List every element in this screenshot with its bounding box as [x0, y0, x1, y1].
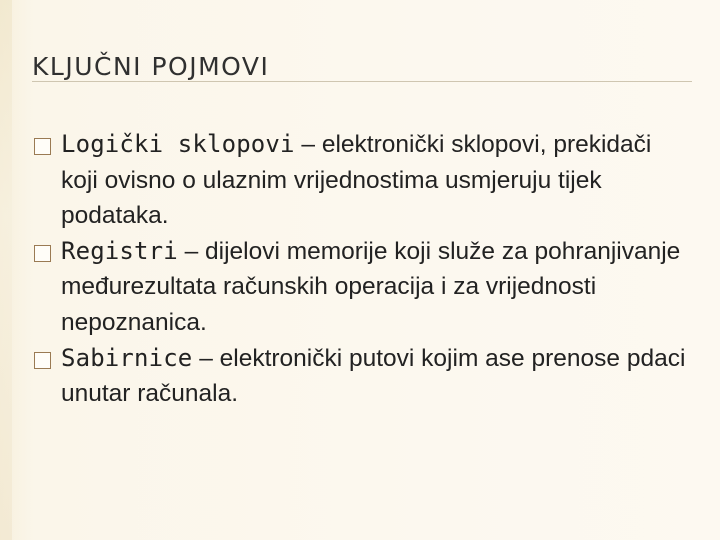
bullet-item-registers — [32, 234, 692, 341]
slide-title: KLJUČNI POJMOVI — [32, 52, 270, 81]
checkbox-icon — [34, 138, 51, 155]
bullet-list — [32, 127, 692, 412]
bullet-definition: – dijelovi memorije koji služe za pohranjivanje međurezultata računskih operacija i za vrijednosti nepoznanica. — [61, 237, 681, 336]
checkbox-icon — [34, 352, 51, 369]
title-divider — [32, 81, 692, 82]
checkbox-icon — [34, 245, 51, 262]
bullet-definition: – elektronički putovi kojim ase prenose pdaci unutar računala. — [61, 344, 686, 408]
slide-left-shadow — [0, 0, 12, 540]
bullet-term: Sabirnice — [61, 343, 193, 372]
bullet-item-buses — [32, 341, 692, 412]
bullet-definition: – elektronički sklopovi, prekidači koji ovisno o ulaznim vrijednostima usmjeruju tijek podataka. — [61, 131, 652, 230]
bullet-term: Logički sklopovi — [61, 130, 295, 158]
bullet-item-logic-circuits — [32, 127, 692, 234]
bullet-term: Registri — [61, 236, 178, 265]
